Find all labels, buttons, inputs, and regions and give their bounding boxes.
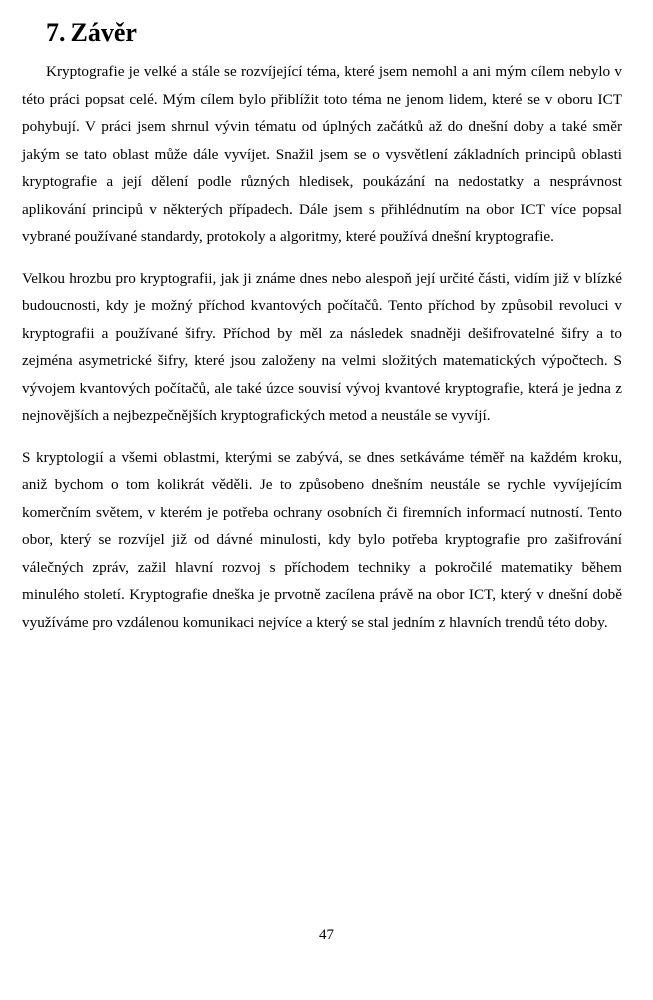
chapter-title: Závěr [70, 18, 137, 47]
paragraph: S kryptologií a všemi oblastmi, kterými se zabývá, se dnes setkáváme téměř na každém kroku, aniž bychom o tom kolikrát věděli. Je to způsobeno dnešním neustále se rychle vyvíjejícím komerčním světem, v kterém je potřeba ochrany osobních či firemních informací nutností. Tento obor, který se rozvíjel již od dávné minulosti, kdy bylo potřeba kryptografie pro zašifrování válečných zpráv, zažil hlavní rozvoj s příchodem techniky a pokročilé matematiky během minulého století. Kryptografie dneška je prvotně zacílena právě na obor ICT, který v dnešní době využíváme pro vzdálenou komunikaci nejvíce a který se stal jedním z hlavních trendů této doby. [22, 448, 622, 631]
body-text [22, 58, 622, 636]
chapter-heading [46, 16, 137, 50]
page-number: 47 [319, 927, 334, 943]
paragraph: Kryptografie je velké a stále se rozvíjející téma, které jsem nemohl a ani mým cílem nebylo v této práci popsat celé. Mým cílem bylo přiblížit toto téma ne jenom lidem, které se v oboru ICT pohybují. V práci jsem shrnul vývin tématu od úplných začátků až do dnešní doby a také směr jakým se tato oblast může dále vyvíjet. Snažil jsem se o vysvětlení základních principů oblasti kryptografie a její dělení podle různých hledisek, poukázání na nedostatky a nesprávnost aplikování principů v některých případech. Dále jsem s přihlédnutím na obor ICT více popsal vybrané používané standardy, protokoly a algoritmy, které používá dnešní kryptografie. [22, 63, 622, 245]
chapter-number: 7. [46, 18, 66, 47]
paragraph: Velkou hrozbu pro kryptografii, jak ji známe dnes nebo alespoň její určité části, vidím již v blízké budoucnosti, kdy je možný příchod kvantových počítačů. Tento příchod by způsobil revoluci v kryptografii a používané šifry. Příchod by měl za následek snadněji dešifrovatelné šifry a to zejména asymetrické šifry, které jsou založeny na velmi složitých matematických výpočtech. S vývojem kvantových počítačů, ale také úzce souvisí vývoj kvantové kryptografie, která je jedna z nejnovějších a nejbezpečnějších kryptografických metod a neustále se vyvíjí. [22, 269, 622, 424]
